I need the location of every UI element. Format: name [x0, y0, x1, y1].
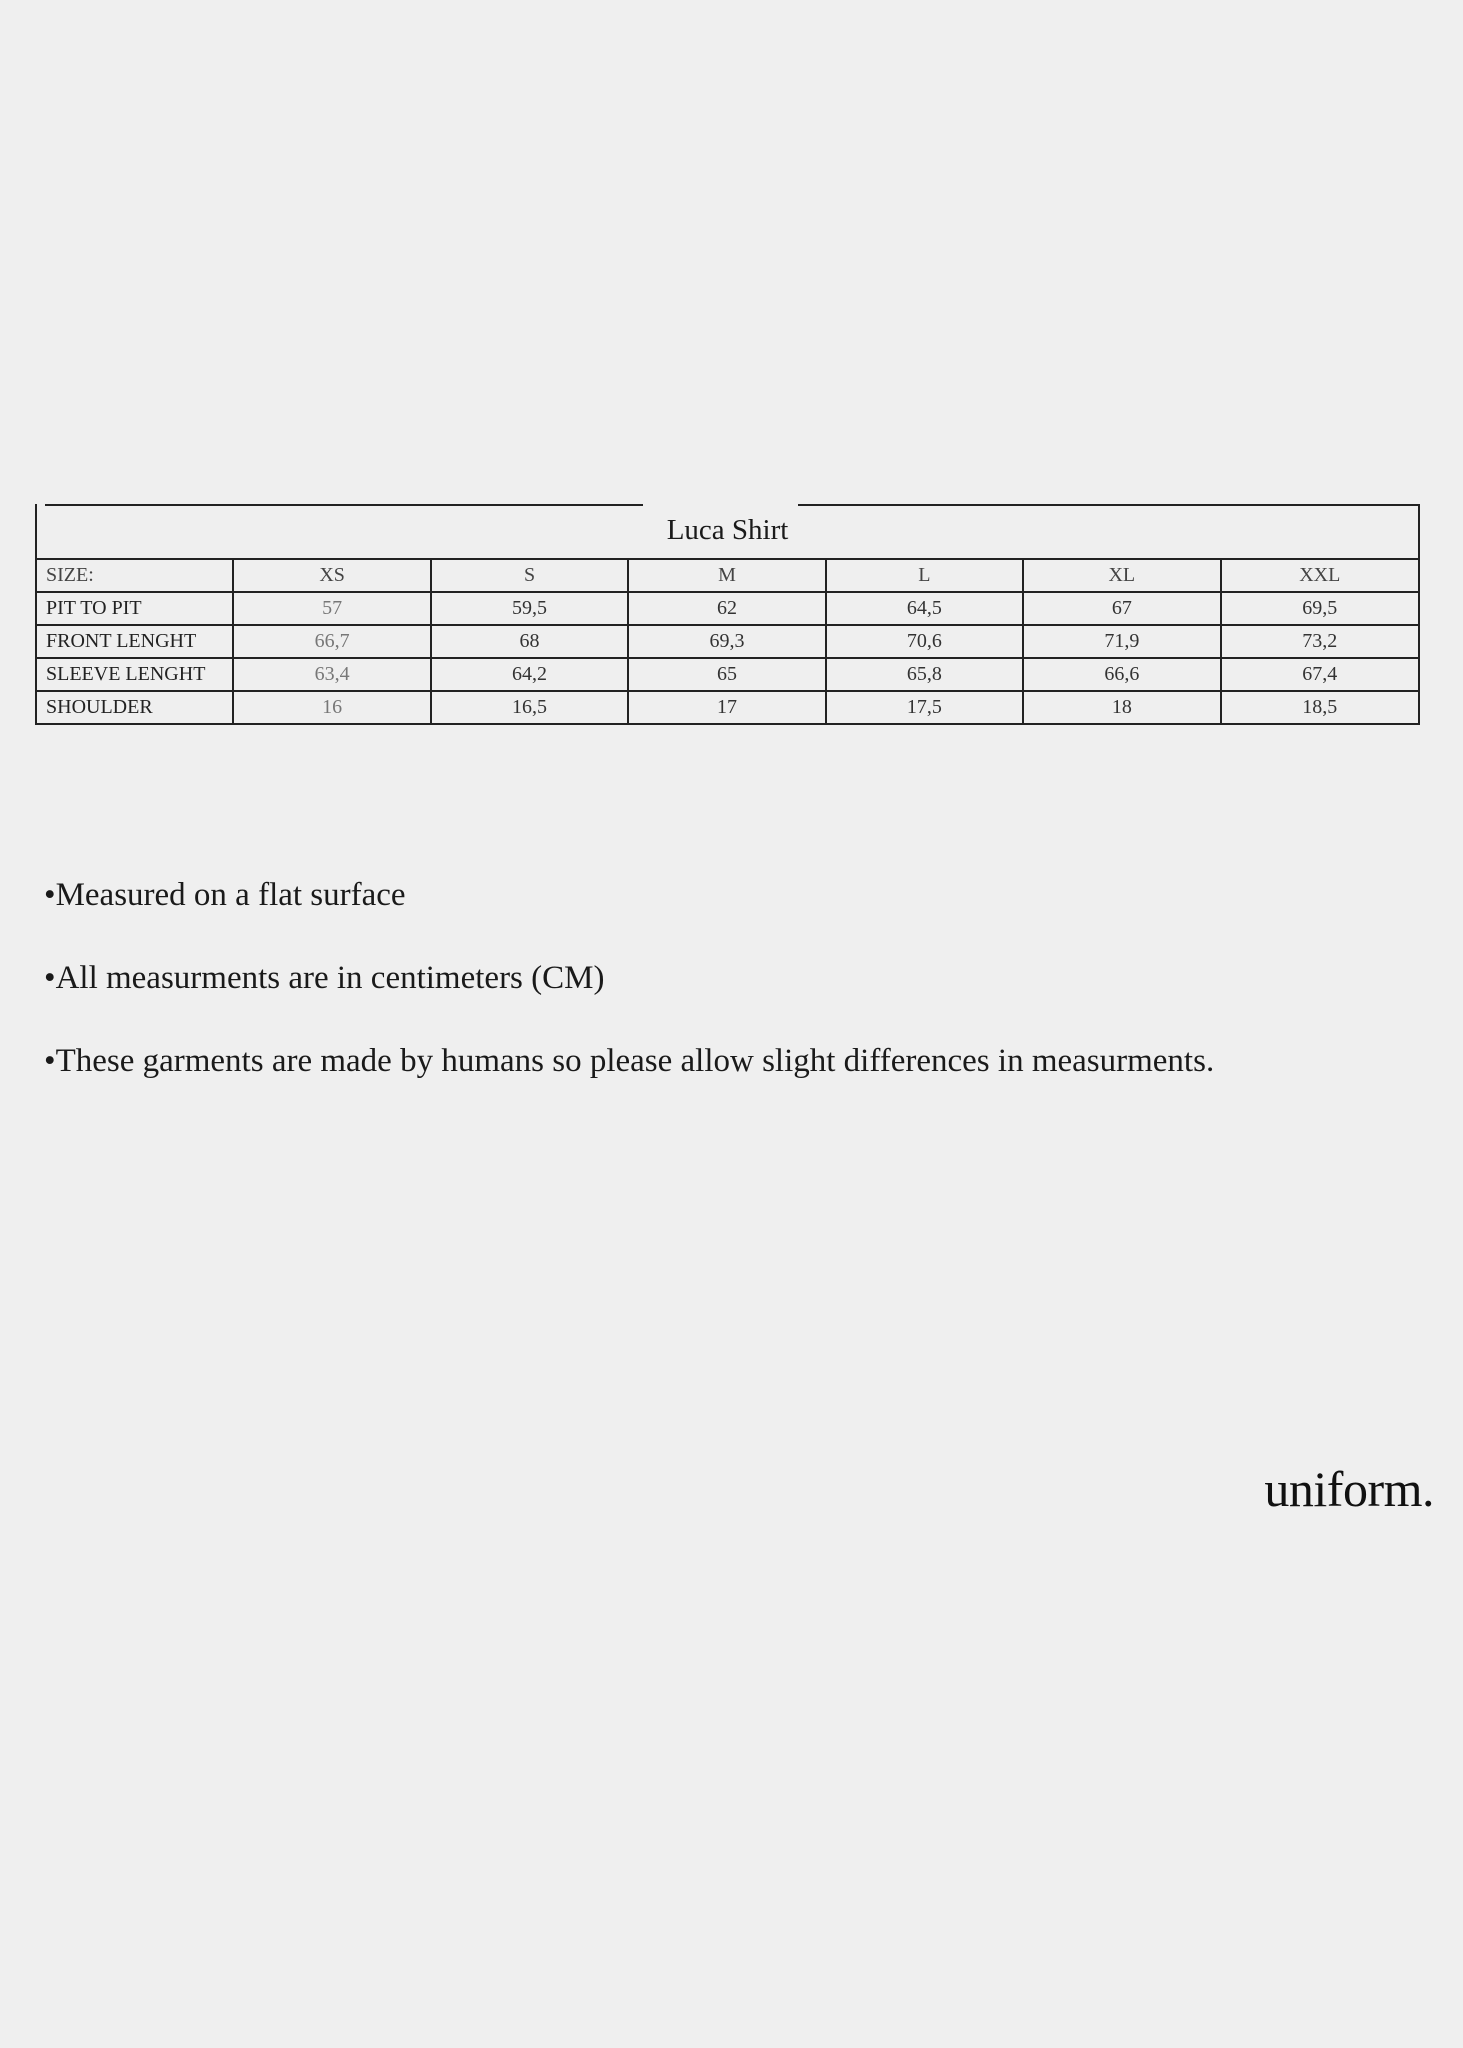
measurement-row [37, 658, 1418, 691]
measurement-cell: 17,5 [826, 691, 1023, 723]
measurement-cell: 64,5 [826, 592, 1023, 625]
top-rule-left [45, 504, 643, 506]
size-chart [35, 504, 1420, 725]
measurement-cell: 70,6 [826, 625, 1023, 658]
measurement-cell: 59,5 [431, 592, 628, 625]
size-heading: L [826, 559, 1023, 592]
measurement-cell: 65 [628, 658, 825, 691]
note-item: • These garments are made by humans so please allow slight differences in measurments. [44, 1042, 1214, 1080]
measurement-cell: 18,5 [1221, 691, 1418, 723]
care-notes [44, 876, 1214, 1125]
measurement-cell: 64,2 [431, 658, 628, 691]
size-heading: XXL [1221, 559, 1418, 592]
size-heading: M [628, 559, 825, 592]
measurement-cell: 17 [628, 691, 825, 723]
measurement-cell: 18 [1023, 691, 1220, 723]
top-rule-right [798, 504, 1418, 506]
size-chart-header [37, 504, 1418, 558]
size-header-row [37, 559, 1418, 592]
measurement-cell: 67 [1023, 592, 1220, 625]
measurement-cell: 65,8 [826, 658, 1023, 691]
measurement-cell: 69,5 [1221, 592, 1418, 625]
row-label: SHOULDER [37, 691, 233, 723]
row-label: SIZE: [37, 559, 233, 592]
chart-title: Luca Shirt [666, 514, 789, 546]
size-heading: S [431, 559, 628, 592]
size-table [37, 558, 1418, 723]
measurement-cell: 71,9 [1023, 625, 1220, 658]
measurement-row [37, 691, 1418, 723]
size-heading: XL [1023, 559, 1220, 592]
measurement-row [37, 592, 1418, 625]
measurement-cell: 62 [628, 592, 825, 625]
measurement-cell: 63,4 [233, 658, 430, 691]
measurement-cell: 66,6 [1023, 658, 1220, 691]
measurement-cell: 67,4 [1221, 658, 1418, 691]
measurement-cell: 57 [233, 592, 430, 625]
row-label: FRONT LENGHT [37, 625, 233, 658]
note-item: • Measured on a flat surface [44, 876, 1214, 914]
size-heading: XS [233, 559, 430, 592]
measurement-cell: 66,7 [233, 625, 430, 658]
measurement-cell: 68 [431, 625, 628, 658]
brand-wordmark: uniform. [1264, 1461, 1434, 1517]
measurement-row [37, 625, 1418, 658]
measurement-cell: 73,2 [1221, 625, 1418, 658]
measurement-cell: 69,3 [628, 625, 825, 658]
row-label: SLEEVE LENGHT [37, 658, 233, 691]
note-item: • All measurments are in centimeters (CM) [44, 959, 1214, 997]
measurement-cell: 16,5 [431, 691, 628, 723]
measurement-cell: 16 [233, 691, 430, 723]
row-label: PIT TO PIT [37, 592, 233, 625]
